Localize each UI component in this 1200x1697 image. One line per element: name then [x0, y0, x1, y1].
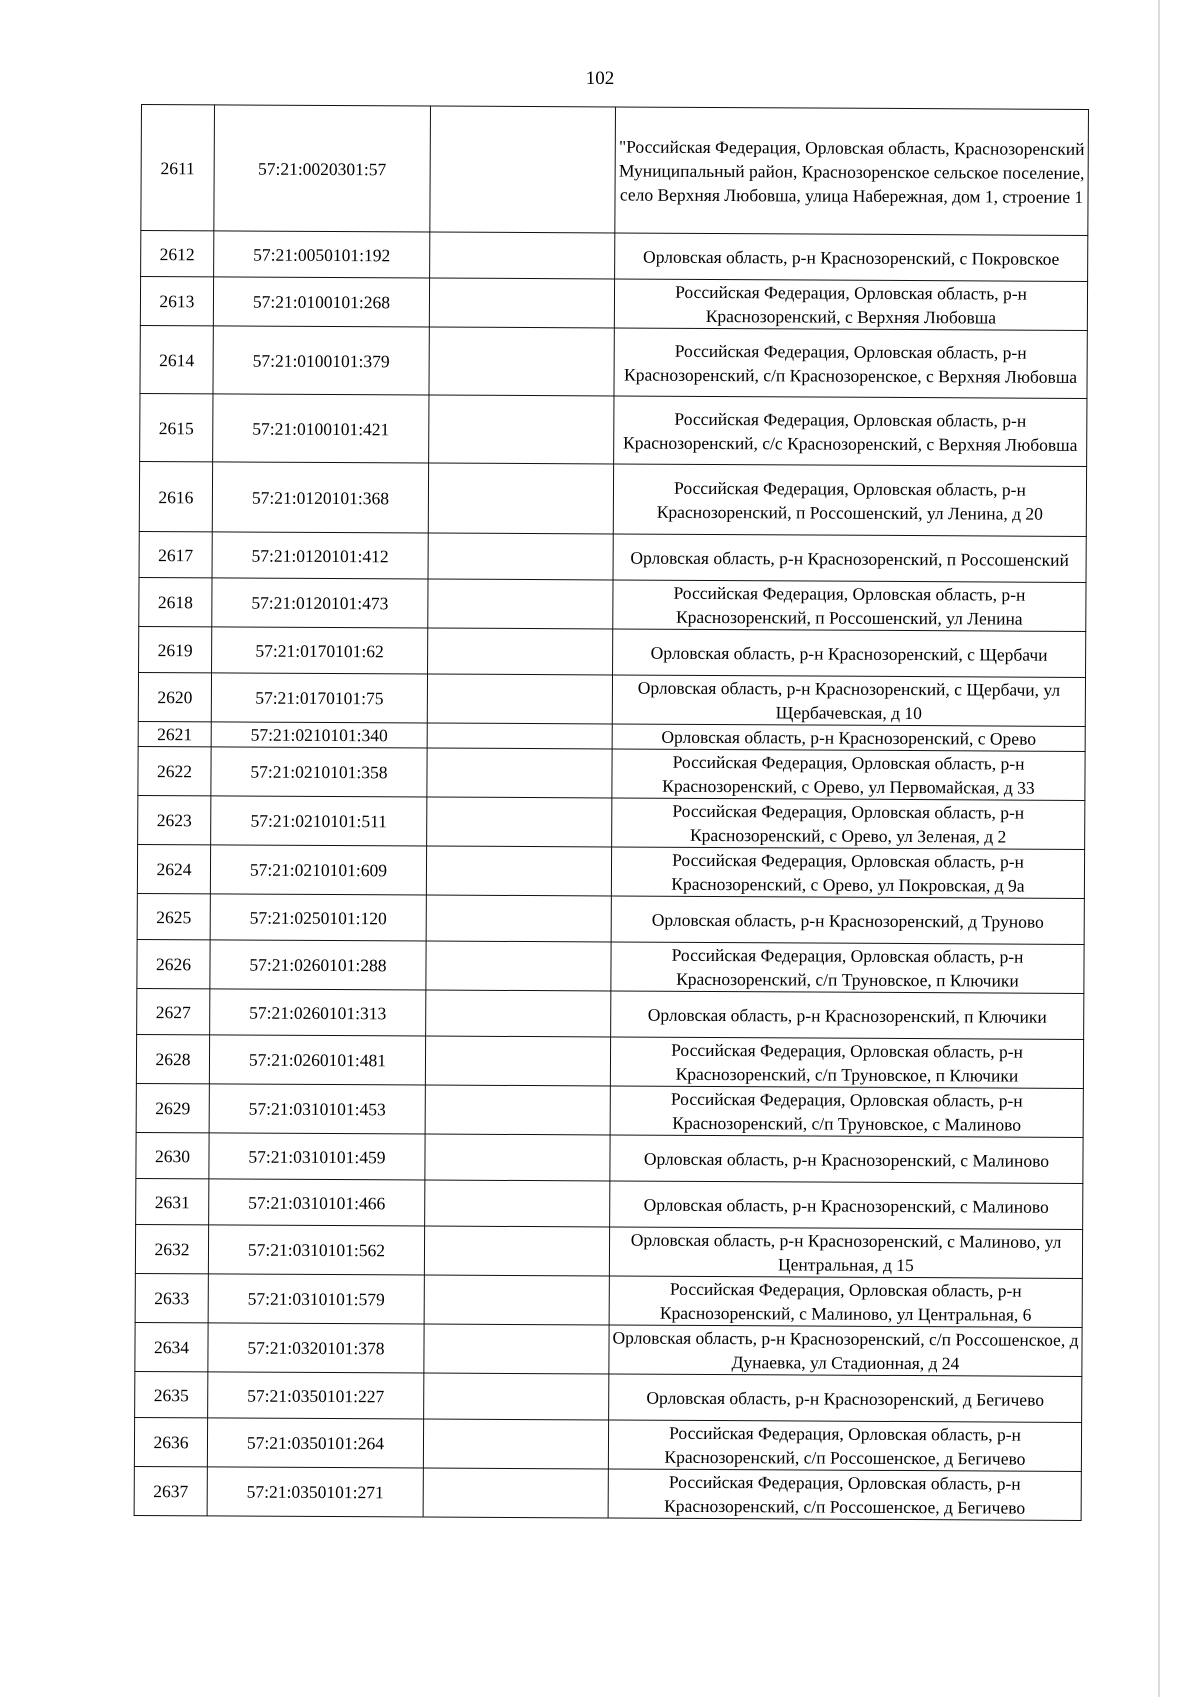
empty-cell	[425, 1134, 610, 1181]
table-row	[138, 746, 1085, 800]
empty-cell	[427, 748, 612, 798]
row-number-cell: 2619	[139, 626, 212, 672]
cadastral-number-cell: 57:21:0350101:271	[207, 1467, 423, 1517]
address-cell: Орловская область, р-н Краснозоренский, д Бегичево	[609, 1374, 1082, 1422]
address-cell: Российская Федерация, Орловская область, р-н Краснозоренский, с Малиново, ул Центральная, 6	[609, 1276, 1082, 1327]
address-cell: Российская Федерация, Орловская область, р-н Краснозоренский, с/п Россошенское, д Бегичево	[608, 1469, 1081, 1520]
table-row	[139, 626, 1086, 677]
empty-cell	[424, 1324, 609, 1374]
empty-cell	[424, 1275, 609, 1325]
empty-cell	[426, 941, 611, 991]
cadastral-number-cell: 57:21:0320101:378	[208, 1323, 424, 1373]
cadastral-number-cell: 57:21:0250101:120	[210, 894, 426, 941]
cadastral-number-cell: 57:21:0260101:313	[210, 989, 426, 1036]
cadastral-number-cell: 57:21:0120101:368	[212, 462, 428, 533]
row-number-cell: 2616	[139, 461, 212, 531]
cadastral-number-cell: 57:21:0310101:562	[208, 1225, 424, 1275]
address-cell: Российская Федерация, Орловская область, р-н Краснозоренский, с/п Краснозоренское, с Верхняя Любовша	[614, 328, 1087, 398]
empty-cell	[427, 674, 612, 724]
address-cell: Российская Федерация, Орловская область, р-н Краснозоренский, с Орево, ул Зеленая, д 2	[612, 798, 1085, 849]
table-row	[137, 844, 1084, 898]
cadastral-number-cell: 57:21:0170101:62	[212, 627, 428, 674]
registry-table	[134, 104, 1089, 1521]
table-row	[139, 531, 1086, 582]
row-number-cell: 2618	[139, 577, 212, 626]
address-cell: Орловская область, р-н Краснозоренский, п Ключики	[611, 991, 1084, 1039]
table-row	[137, 988, 1084, 1039]
empty-cell	[429, 395, 614, 464]
empty-cell	[423, 1468, 608, 1518]
table-row	[140, 325, 1087, 398]
row-number-cell: 2634	[135, 1322, 208, 1371]
empty-cell	[429, 327, 614, 396]
cadastral-number-cell: 57:21:0310101:466	[209, 1179, 425, 1226]
table-row	[136, 1083, 1083, 1137]
row-number-cell: 2615	[140, 393, 213, 461]
row-number-cell: 2625	[137, 893, 210, 939]
table-row	[135, 1371, 1082, 1422]
table-row	[141, 231, 1088, 282]
address-cell: Российская Федерация, Орловская область, р-н Краснозоренский, с/п Труновское, п Ключики	[610, 1037, 1083, 1088]
empty-cell	[428, 579, 613, 629]
row-number-cell: 2629	[136, 1083, 209, 1132]
row-number-cell: 2633	[135, 1273, 208, 1322]
address-cell: Российская Федерация, Орловская область, р-н Краснозоренский, с Орево, ул Первомайская, д 33	[612, 749, 1085, 800]
empty-cell	[424, 1373, 609, 1420]
empty-cell	[425, 1085, 610, 1135]
row-number-cell: 2624	[137, 844, 210, 893]
empty-cell	[426, 846, 611, 896]
row-number-cell: 2613	[140, 277, 213, 326]
cadastral-number-cell: 57:21:0170101:75	[211, 673, 427, 723]
cadastral-number-cell: 57:21:0100101:379	[213, 326, 429, 395]
address-cell: "Российская Федерация, Орловская область, Краснозоренский Муниципальный район, Краснозоренское сельское поселение, село Верхняя Любовша, улица Набережная, дом 1, строение 1	[615, 107, 1089, 235]
cadastral-number-cell: 57:21:0260101:481	[209, 1035, 425, 1085]
row-number-cell: 2617	[139, 531, 212, 577]
table-row	[134, 1417, 1081, 1471]
cadastral-number-cell: 57:21:0120101:412	[212, 532, 428, 579]
address-cell: Российская Федерация, Орловская область, р-н Краснозоренский, с Верхняя Любовша	[614, 279, 1087, 330]
cadastral-number-cell: 57:21:0310101:579	[208, 1274, 424, 1324]
address-cell: Орловская область, р-н Краснозоренский, с Малиново, ул Центральная, д 15	[609, 1227, 1082, 1278]
empty-cell	[430, 232, 615, 279]
cadastral-number-cell: 57:21:0100101:421	[213, 394, 429, 463]
empty-cell	[424, 1226, 609, 1276]
address-cell: Орловская область, р-н Краснозоренский, с Щербачи, ул Щербачевская, д 10	[612, 675, 1085, 726]
empty-cell	[427, 797, 612, 847]
table-row	[138, 795, 1085, 849]
address-cell: Орловская область, р-н Краснозоренский, с Малиново	[610, 1135, 1083, 1183]
address-cell: Российская Федерация, Орловская область, р-н Краснозоренский, с/п Труновское, п Ключики	[611, 942, 1084, 993]
cadastral-number-cell: 57:21:0350101:227	[208, 1372, 424, 1419]
table-row	[136, 1034, 1083, 1088]
table-row	[137, 893, 1084, 944]
address-cell: Российская Федерация, Орловская область, р-н Краснозоренский, с/п Труновское, с Малиново	[610, 1086, 1083, 1137]
cadastral-number-cell: 57:21:0100101:268	[213, 277, 429, 327]
cadastral-number-cell: 57:21:0260101:288	[210, 940, 426, 990]
address-cell: Орловская область, р-н Краснозоренский, с Малиново	[610, 1181, 1083, 1229]
cadastral-number-cell: 57:21:0120101:473	[212, 578, 428, 628]
row-number-cell: 2623	[138, 795, 211, 844]
address-cell: Российская Федерация, Орловская область, р-н Краснозоренский, п Россошенский, ул Ленина, д 20	[613, 464, 1086, 536]
row-number-cell: 2630	[136, 1132, 209, 1178]
empty-cell	[428, 533, 613, 580]
table-row	[137, 939, 1084, 993]
cadastral-number-cell: 57:21:0310101:459	[209, 1133, 425, 1180]
row-number-cell: 2636	[134, 1417, 207, 1466]
cadastral-number-cell: 57:21:0050101:192	[214, 231, 430, 278]
empty-cell	[426, 895, 611, 942]
empty-cell	[428, 628, 613, 675]
table-row	[136, 1178, 1083, 1229]
empty-cell	[426, 990, 611, 1037]
cadastral-number-cell: 57:21:0210101:609	[210, 845, 426, 895]
address-cell: Орловская область, р-н Краснозоренский, с Покровское	[615, 233, 1088, 281]
cadastral-number-cell: 57:21:0350101:264	[207, 1418, 423, 1468]
cadastral-number-cell: 57:21:0310101:453	[209, 1084, 425, 1134]
table-row	[139, 577, 1086, 631]
address-cell: Российская Федерация, Орловская область, р-н Краснозоренский, с/с Краснозоренский, с Верхняя Любовша	[614, 396, 1087, 466]
empty-cell	[430, 106, 616, 233]
cadastral-number-cell: 57:21:0210101:358	[211, 747, 427, 797]
address-cell: Российская Федерация, Орловская область, р-н Краснозоренский, с Орево, ул Покровская, д 9а	[611, 847, 1084, 898]
table-row	[141, 105, 1089, 236]
address-cell: Орловская область, р-н Краснозоренский, п Россошенский	[613, 534, 1086, 582]
row-number-cell: 2620	[138, 672, 211, 721]
table-row	[135, 1322, 1082, 1376]
page-fold-line	[1158, 0, 1160, 1697]
row-number-cell: 2632	[135, 1224, 208, 1273]
address-cell: Орловская область, р-н Краснозоренский, д Труново	[611, 896, 1084, 944]
row-number-cell: 2612	[141, 231, 214, 277]
table-row	[140, 393, 1087, 466]
address-cell: Российская Федерация, Орловская область, р-н Краснозоренский, с/п Россошенское, д Бегичево	[608, 1420, 1081, 1471]
row-number-cell: 2628	[136, 1034, 209, 1083]
empty-cell	[429, 278, 614, 328]
row-number-cell: 2626	[137, 939, 210, 988]
empty-cell	[428, 463, 613, 534]
empty-cell	[425, 1180, 610, 1227]
address-cell: Орловская область, р-н Краснозоренский, с/п Россошенское, д Дунаевка, ул Стадионная, д 24	[609, 1325, 1082, 1376]
address-cell: Орловская область, р-н Краснозоренский, с Щербачи	[613, 629, 1086, 677]
address-cell: Орловская область, р-н Краснозоренский, с Орево	[612, 724, 1085, 751]
table-row	[138, 672, 1085, 726]
table-row	[139, 461, 1086, 536]
table-row	[135, 1273, 1082, 1327]
address-cell: Российская Федерация, Орловская область, р-н Краснозоренский, п Россошенский, ул Ленина	[613, 580, 1086, 631]
row-number-cell: 2621	[138, 721, 211, 746]
row-number-cell: 2622	[138, 746, 211, 795]
cadastral-number-cell: 57:21:0210101:340	[211, 722, 427, 748]
registry-table-body	[134, 105, 1088, 1521]
row-number-cell: 2627	[137, 988, 210, 1034]
cadastral-number-cell: 57:21:0020301:57	[214, 105, 431, 232]
table-row	[135, 1224, 1082, 1278]
row-number-cell: 2637	[134, 1466, 207, 1515]
cadastral-number-cell: 57:21:0210101:511	[211, 796, 427, 846]
table-row	[136, 1132, 1083, 1183]
empty-cell	[425, 1036, 610, 1086]
page-number: 102	[585, 68, 615, 89]
table-row	[134, 1466, 1081, 1520]
row-number-cell: 2635	[135, 1371, 208, 1417]
empty-cell	[427, 723, 612, 749]
row-number-cell: 2631	[136, 1178, 209, 1224]
empty-cell	[423, 1419, 608, 1469]
table-row	[140, 277, 1087, 331]
row-number-cell: 2611	[141, 105, 215, 231]
row-number-cell: 2614	[140, 325, 213, 393]
